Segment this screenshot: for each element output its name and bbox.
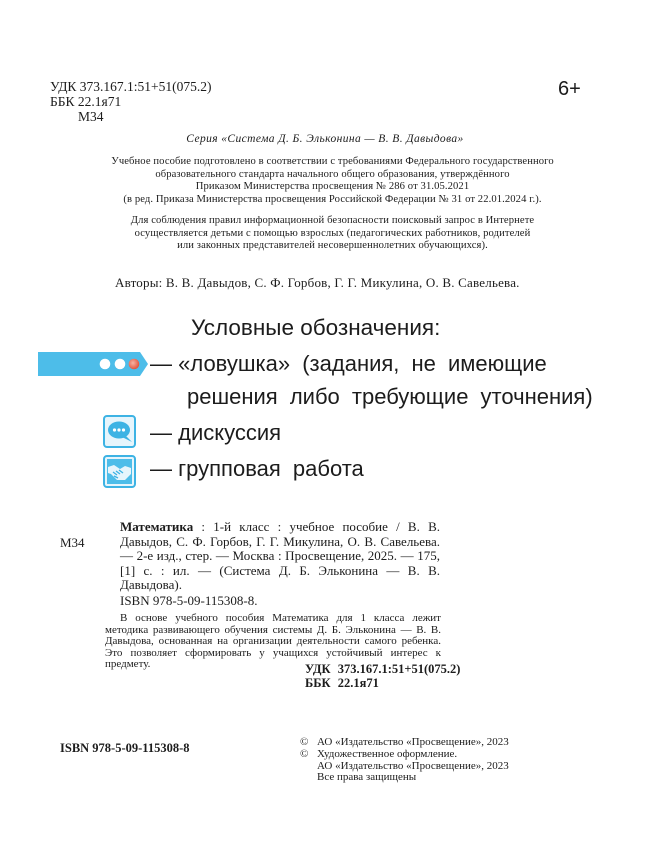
bbk-code: ББК 22.1я71 bbox=[305, 676, 379, 690]
legend-item-group-work bbox=[150, 456, 364, 482]
annotation-text: В основе учебного пособия Математика для 1 класса лежит методика развивающего обучения системы Д. Б. Эльконина — В. В. Давыдова, основанная на организации деятельности самого ребенка. Это позволяет сформировать у учащихся устойчивый интерес к предмету. bbox=[105, 612, 441, 671]
legend-item-trap bbox=[150, 351, 547, 377]
copyright-symbol bbox=[300, 772, 317, 784]
legend-label: «ловушка» (задания, не имеющие bbox=[178, 351, 547, 376]
notice-line: Для соблюдения правил информационной безопасности поисковый запрос в Интернете bbox=[130, 215, 535, 226]
copyright-block bbox=[300, 737, 509, 784]
copyright-symbol: © bbox=[300, 736, 309, 748]
copyright-symbol bbox=[300, 761, 317, 773]
notice-line: (в ред. Приказа Министерства просвещения Российской Федерации № 31 от 22.01.2024 г.). bbox=[123, 193, 542, 205]
bbk-code: ББК 22.1я71 bbox=[50, 94, 122, 109]
legend-label: дискуссия bbox=[178, 420, 282, 445]
footer-isbn: ISBN 978-5-09-115308-8 bbox=[60, 741, 190, 755]
notice-line: Приказом Министерства просвещения № 286 от 31.05.2021 bbox=[195, 181, 470, 193]
legend-dash: — bbox=[150, 456, 172, 481]
discussion-icon bbox=[103, 415, 136, 448]
copyright-line bbox=[300, 772, 509, 784]
legend-dash: — bbox=[150, 351, 172, 376]
legend-title: Условные обозначения: bbox=[191, 315, 441, 340]
copyright-text: Художественное оформление. bbox=[317, 747, 458, 760]
legend-dash: — bbox=[150, 420, 172, 445]
notice-line: Учебное пособие подготовлено в соответствии с требованиями Федерального государственного bbox=[111, 156, 554, 167]
copyright-line bbox=[300, 749, 509, 761]
bibliographic-description: : 1-й класс : учебное пособие / В. В. Давыдов, С. Ф. Горбов, Г. Г. Микулина, О. В. Савельева. — 2-е изд., стер. — Москва : Просвещение, 2025. — 175, [1] с. : ил. — (Система Д. Б. Эльконина — В. В. Давыдова). bbox=[120, 519, 440, 593]
copyright-text: Все права защищены bbox=[317, 771, 417, 784]
copyright-text: АО «Издательство «Просвещение», 2023 bbox=[317, 759, 509, 772]
classification-codes-bottom bbox=[305, 662, 460, 690]
handshake-icon bbox=[103, 455, 136, 488]
udk-code: УДК 373.167.1:51+51(075.2) bbox=[305, 662, 461, 676]
legend-label-continued: решения либо требующие уточнения) bbox=[187, 384, 593, 409]
age-rating: 6+ bbox=[558, 78, 581, 100]
notice-line: осуществляется детьми с помощью взрослых (педагогических работников, родителей bbox=[134, 227, 531, 239]
bibliographic-record bbox=[120, 520, 440, 593]
author-mark: М34 bbox=[78, 109, 104, 124]
copyright-text: АО «Издательство «Просвещение», 2023 bbox=[317, 736, 509, 748]
legend-label: групповая работа bbox=[178, 456, 364, 481]
notice-line: образовательного стандарта начального общего образования, утверждённого bbox=[155, 168, 510, 180]
book-title: Математика bbox=[120, 519, 194, 534]
author-mark: М34 bbox=[60, 535, 85, 550]
authors-line: Авторы: В. В. Давыдов, С. Ф. Горбов, Г. Г. Микулина, О. В. Савельева. bbox=[115, 275, 520, 290]
notice-line: или законных представителей несовершеннолетних обучающихся). bbox=[177, 240, 488, 252]
udk-code: УДК 373.167.1:51+51(075.2) bbox=[50, 79, 212, 94]
trap-icon bbox=[38, 352, 148, 376]
safety-notice bbox=[50, 215, 615, 253]
copyright-symbol: © bbox=[300, 747, 309, 760]
classification-codes bbox=[50, 79, 212, 124]
legend-item-discussion bbox=[150, 420, 281, 446]
standard-notice bbox=[50, 156, 615, 206]
isbn: ISBN 978-5-09-115308-8. bbox=[120, 593, 258, 608]
series-title: Серия «Система Д. Б. Эльконина — В. В. Давыдова» bbox=[186, 133, 464, 145]
